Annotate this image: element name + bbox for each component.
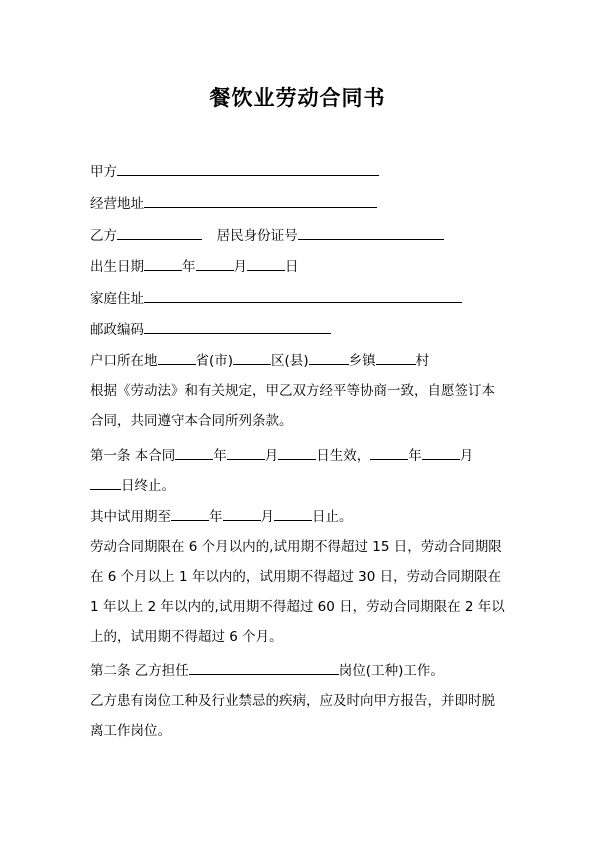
article-1-end: 日终止。 (121, 478, 175, 494)
article-2-note-line-1: 乙方患有岗位工种及行业禁忌的疾病，应及时向甲方报告，并即时脱 (90, 693, 495, 709)
party-a-line (90, 161, 379, 181)
party-a-blank[interactable] (117, 161, 379, 176)
probation-rule-line-2: 在 6 个月以上 1 年以内的，试用期不得超过 30 日，劳动合同期限在 (90, 569, 502, 585)
district-label: 区(县) (271, 353, 309, 369)
probation-rule-line-3: 1 年以上 2 年以内的,试用期不得超过 60 日，劳动合同期限在 2 年以 (90, 599, 505, 615)
end-day-blank[interactable] (90, 475, 121, 490)
township-label: 乡镇 (348, 353, 376, 369)
postal-code-blank[interactable] (144, 319, 331, 334)
household-label: 户口所在地 (90, 353, 158, 369)
postal-code-label: 邮政编码 (90, 322, 144, 338)
district-blank[interactable] (233, 350, 271, 365)
article-1-prefix: 第一条 本合同 (90, 448, 176, 464)
province-blank[interactable] (158, 350, 196, 365)
birth-year-blank[interactable] (144, 256, 182, 271)
position-blank[interactable] (189, 660, 339, 675)
probation-line (90, 506, 353, 526)
intro-line-2: 合同，共同遵守本合同所列条款。 (90, 413, 293, 429)
birth-date-line (90, 256, 299, 276)
home-address-label: 家庭住址 (90, 291, 144, 307)
probation-year-blank[interactable] (171, 506, 209, 521)
household-line (90, 350, 429, 370)
birth-date-label: 出生日期 (90, 259, 144, 275)
party-b-line (90, 225, 444, 245)
township-blank[interactable] (309, 350, 349, 365)
document-title: 餐饮业劳动合同书 (209, 86, 386, 110)
probation-month-blank[interactable] (223, 506, 261, 521)
end-month-label: 月 (459, 448, 474, 464)
article-1-effective: 日生效， (316, 448, 371, 464)
postal-code-line (90, 319, 331, 339)
id-number-label: 居民身份证号 (216, 228, 298, 244)
party-a-label: 甲方 (90, 164, 117, 180)
birth-month-blank[interactable] (196, 256, 234, 271)
end-month-blank[interactable] (422, 445, 460, 460)
birth-year-label: 年 (182, 259, 196, 275)
home-address-blank[interactable] (144, 288, 462, 303)
party-b-label: 乙方 (90, 228, 117, 244)
start-month-blank[interactable] (227, 445, 265, 460)
start-year-label: 年 (213, 448, 227, 464)
probation-end: 日止。 (312, 509, 353, 525)
business-address-blank[interactable] (144, 193, 377, 208)
province-label: 省(市) (195, 353, 234, 369)
article-2-suffix: 岗位(工种)工作。 (338, 663, 444, 679)
id-number-blank[interactable] (298, 225, 444, 240)
article-2-line (90, 660, 444, 680)
probation-year-label: 年 (209, 509, 223, 525)
start-day-blank[interactable] (278, 445, 316, 460)
article-1-line (90, 445, 473, 465)
village-label: 村 (415, 353, 430, 369)
intro-line-1: 根据《劳动法》和有关规定，甲乙双方经平等协商一致，自愿签订本 (90, 383, 495, 399)
probation-month-label: 月 (260, 509, 274, 525)
article-2-prefix: 第二条 乙方担任 (90, 663, 189, 679)
birth-day-label: 日 (285, 259, 299, 275)
probation-prefix: 其中试用期至 (90, 509, 171, 525)
business-address-line (90, 193, 377, 213)
village-blank[interactable] (376, 350, 416, 365)
home-address-line (90, 288, 462, 308)
start-year-blank[interactable] (175, 445, 213, 460)
article-2-note-line-2: 离工作岗位。 (90, 723, 171, 739)
business-address-label: 经营地址 (90, 196, 144, 212)
end-year-label: 年 (408, 448, 422, 464)
end-year-blank[interactable] (370, 445, 408, 460)
probation-rule-line-1: 劳动合同期限在 6 个月以内的,试用期不得超过 15 日，劳动合同期限 (90, 539, 502, 555)
birth-day-blank[interactable] (247, 256, 285, 271)
article-1-end-line (90, 475, 175, 495)
birth-month-label: 月 (233, 259, 247, 275)
probation-day-blank[interactable] (274, 506, 312, 521)
party-b-blank[interactable] (117, 225, 202, 240)
probation-rule-line-4: 上的，试用期不得超过 6 个月。 (90, 629, 283, 645)
start-month-label: 月 (264, 448, 279, 464)
